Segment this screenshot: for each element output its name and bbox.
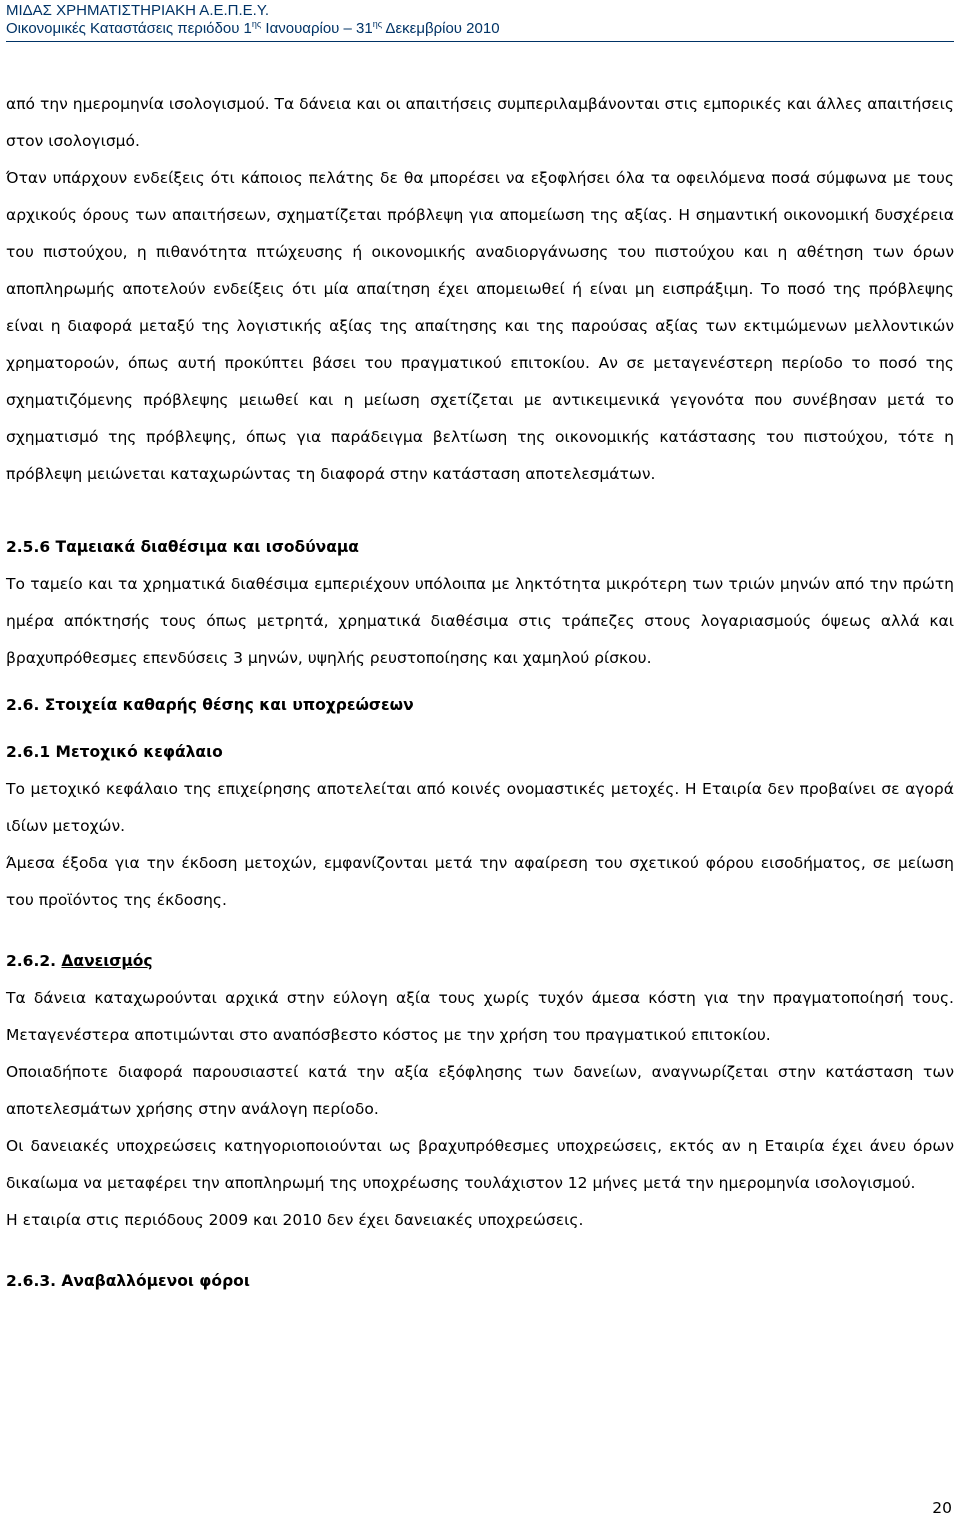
heading-2-6-2	[6, 943, 954, 980]
heading-2-6-1: 2.6.1 Μετοχικό κεφάλαιο	[6, 743, 223, 761]
paragraph-share-capital: Το μετοχικό κεφάλαιο της επιχείρησης αποτελείται από κοινές ονομαστικές μετοχές. Η Εταιρία δεν προβαίνει σε αγορά ιδίων μετοχών.	[6, 780, 954, 835]
spacer	[6, 1239, 954, 1263]
header-divider	[6, 41, 954, 42]
heading-2-5-6: 2.5.6 Ταμειακά διαθέσιμα και ισοδύναμα	[6, 538, 359, 556]
header-subtitle-mid: Ιανουαρίου – 31	[261, 20, 373, 37]
header-subtitle-prefix: Οικονομικές Καταστάσεις περιόδου 1	[6, 20, 252, 37]
spacer	[6, 724, 954, 734]
paragraph-loans-receivables: από την ημερομηνία ισολογισμού. Τα δάνεια και οι απαιτήσεις συμπεριλαμβάνονται στις εμπορικές και άλλες απαιτήσεις στον ισολογισμό.	[6, 95, 954, 150]
header-subtitle	[6, 20, 956, 38]
paragraph-settlement-difference: Οποιαδήποτε διαφορά παρουσιαστεί κατά την αξία εξόφλησης των δανείων, αναγνωρίζεται στην κατάσταση των αποτελεσμάτων χρήσης στην ανάλογη περίοδο.	[6, 1063, 954, 1118]
paragraph-no-loans: Η εταιρία στις περιόδους 2009 και 2010 δεν έχει δανειακές υποχρεώσεις.	[6, 1211, 584, 1229]
paragraph-issue-costs: Άμεσα έξοδα για την έκδοση μετοχών, εμφανίζονται μετά την αφαίρεση του σχετικού φόρου εισοδήματος, σε μείωση του προϊόντος της έκδοσης.	[6, 854, 954, 909]
paragraph-loan-classification: Οι δανειακές υποχρεώσεις κατηγοριοποιούνται ως βραχυπρόθεσμες υποχρεώσεις, εκτός αν η Εταιρία έχει άνευ όρων δικαίωμα να μεταφέρει την αποπληρωμή της υποχρέωσης τουλάχιστον 12 μήνες μετά την ημερομηνία ισολογισμού.	[6, 1137, 954, 1192]
header-subtitle-suffix: Δεκεμβρίου 2010	[382, 20, 500, 37]
heading-2-6-2-number: 2.6.2.	[6, 952, 62, 970]
heading-2-6-2-title: Δανεισμός	[61, 952, 153, 970]
header-company: ΜΙΔΑΣ ΧΡΗΜΑΤΙΣΤΗΡΙΑΚΗ Α.Ε.Π.Ε.Υ.	[6, 2, 270, 19]
paragraph-loans-recognition: Τα δάνεια καταχωρούνται αρχικά στην εύλογη αξία τους χωρίς τυχόν άμεσα κόστη για την πραγματοποίησή τους. Μεταγενέστερα αποτιμώνται στο αναπόσβεστο κόστος με την χρήση του πραγματικού επιτοκίου.	[6, 989, 954, 1044]
spacer	[6, 919, 954, 943]
heading-2-6: 2.6. Στοιχεία καθαρής θέσης και υποχρεώσεων	[6, 696, 414, 714]
spacer	[6, 677, 954, 687]
page-header	[6, 2, 956, 42]
header-sup-1: ης	[251, 19, 262, 29]
page-number: 20	[932, 1499, 952, 1517]
heading-2-6-3: 2.6.3. Αναβαλλόμενοι φόροι	[6, 1272, 250, 1290]
paragraph-impairment-provision: Όταν υπάρχουν ενδείξεις ότι κάποιος πελάτης δε θα μπορέσει να εξοφλήσει όλα τα οφειλόμενα ποσά σύμφωνα με τους αρχικούς όρους των απαιτήσεων, σχηματίζεται πρόβλεψη για απομείωση της αξίας. Η σημαντική οικονομική δυσχέρεια του πιστούχου, η πιθανότητα πτώχευσης ή οικονομικής αναδιοργάνωσης του πιστούχου και η αθέτηση των όρων αποπληρωμής αποτελούν ενδείξεις ότι μία απαίτηση έχει απομειωθεί ή είναι μη εισπράξιμη. Το ποσό της πρόβλεψης είναι η διαφορά μεταξύ της λογιστικής αξίας της απαίτησης και της παρούσας αξίας των εκτιμώμενων μελλοντικών χρηματοροών, όπως αυτή προκύπτει βάσει του πραγματικού επιτοκίου. Αν σε μεταγενέστερη περίοδο το ποσό της σχηματιζόμενης πρόβλεψης μειωθεί και η μείωση σχετίζεται με αντικειμενικά γεγονότα που συνέβησαν μετά το σχηματισμό της πρόβλεψης, όπως για παράδειγμα βελτίωση της οικονομικής κατάστασης του πιστούχου, τότε η πρόβλεψη μειώνεται καταχωρώντας τη διαφορά στην κατάσταση αποτελεσμάτων.	[6, 169, 954, 483]
spacer	[6, 493, 954, 529]
header-sup-2: ης	[372, 19, 383, 29]
document-body	[6, 86, 954, 1300]
paragraph-cash-equivalents: Το ταμείο και τα χρηματικά διαθέσιμα εμπεριέχουν υπόλοιπα με ληκτότητα μικρότερη των τριών μηνών από την πρώτη ημέρα απόκτησής τους όπως μετρητά, χρηματικά διαθέσιμα στις τράπεζες στους λογαριασμούς όψεως αλλά και βραχυπρόθεσμες επενδύσεις 3 μηνών, υψηλής ρευστοποίησης και χαμηλού ρίσκου.	[6, 575, 954, 667]
